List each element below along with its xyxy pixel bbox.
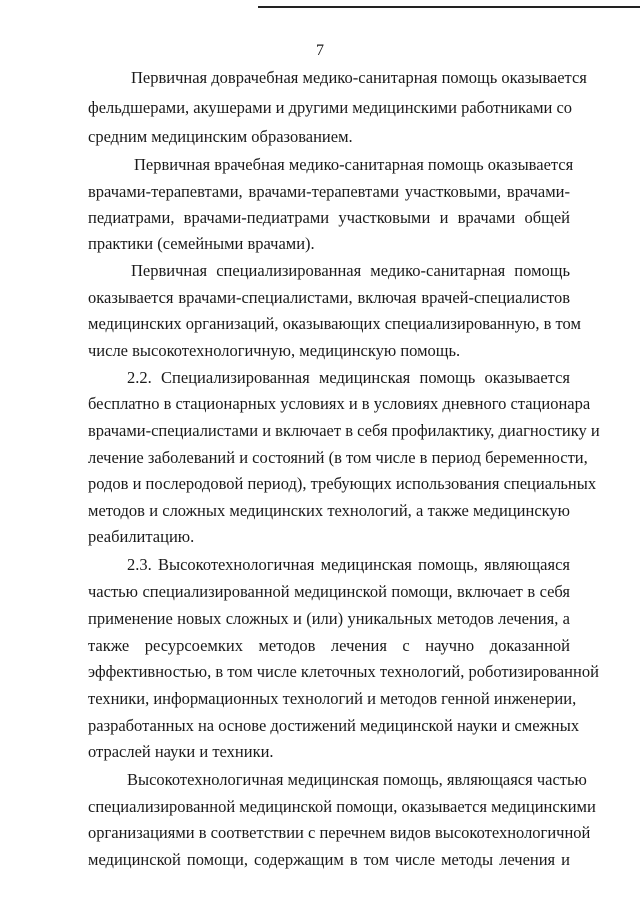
section-2-3-line-4: также ресурсоемких методов лечения с научно доказанной — [88, 636, 570, 655]
section-2-3-line-8: отраслей науки и техники. — [88, 742, 274, 761]
paragraph-3-line-2: оказывается врачами-специалистами, включая врачей-специалистов — [88, 288, 570, 307]
paragraph-1-line-1: Первичная доврачебная медико-санитарная помощь оказывается — [131, 68, 587, 87]
paragraph-6-line-2: специализированной медицинской помощи, оказывается медицинскими — [88, 797, 596, 816]
paragraph-2-line-4: практики (семейными врачами). — [88, 234, 315, 253]
section-2-3-line-5: эффективностью, в том числе клеточных технологий, роботизированной — [88, 662, 599, 681]
section-2-2-line-6: методов и сложных медицинских технологий, а также медицинскую — [88, 501, 570, 520]
section-2-3-line-6: техники, информационных технологий и методов генной инженерии, — [88, 689, 577, 708]
section-2-2-line-4: лечение заболеваний и состояний (в том числе в период беременности, — [88, 448, 588, 467]
section-2-2-line-2: бесплатно в стационарных условиях и в условиях дневного стационара — [88, 394, 591, 413]
paragraph-1-line-3: средним медицинским образованием. — [88, 127, 353, 146]
paragraph-6-line-1: Высокотехнологичная медицинская помощь, являющаяся частью — [127, 770, 587, 789]
paragraph-3-line-1: Первичная специализированная медико-санитарная помощь — [131, 261, 570, 280]
paragraph-6-line-3: организациями в соответствии с перечнем видов высокотехнологичной — [88, 823, 591, 842]
section-2-2-line-5: родов и послеродовой период), требующих использования специальных — [88, 474, 597, 493]
paragraph-6-line-4: медицинской помощи, содержащим в том числе методы лечения и — [88, 850, 570, 869]
page-number: 7 — [316, 42, 324, 59]
section-2-3-line-7: разработанных на основе достижений медицинской науки и смежных — [88, 716, 580, 735]
paragraph-2-line-1: Первичная врачебная медико-санитарная помощь оказывается — [134, 155, 574, 174]
section-2-2-line-7: реабилитацию. — [88, 527, 195, 546]
section-2-3-line-1: 2.3. Высокотехнологичная медицинская помощь, являющаяся — [127, 555, 570, 574]
top-border-line — [258, 6, 640, 8]
paragraph-2-line-2: врачами-терапевтами, врачами-терапевтами участковыми, врачами- — [88, 182, 570, 201]
paragraph-3-line-4: числе высокотехнологичную, медицинскую помощь. — [88, 341, 461, 360]
section-2-2-line-1: 2.2. Специализированная медицинская помощь оказывается — [127, 368, 570, 387]
section-2-2-line-3: врачами-специалистами и включает в себя профилактику, диагностику и — [88, 421, 600, 440]
paragraph-1-line-2: фельдшерами, акушерами и другими медицинскими работниками со — [88, 98, 573, 117]
paragraph-2-line-3: педиатрами, врачами-педиатрами участковыми и врачами общей — [88, 208, 570, 227]
paragraph-3-line-3: медицинских организаций, оказывающих специализированную, в том — [88, 314, 581, 333]
section-2-3-line-3: применение новых сложных и (или) уникальных методов лечения, а — [88, 609, 570, 628]
section-2-3-line-2: частью специализированной медицинской помощи, включает в себя — [88, 582, 570, 601]
